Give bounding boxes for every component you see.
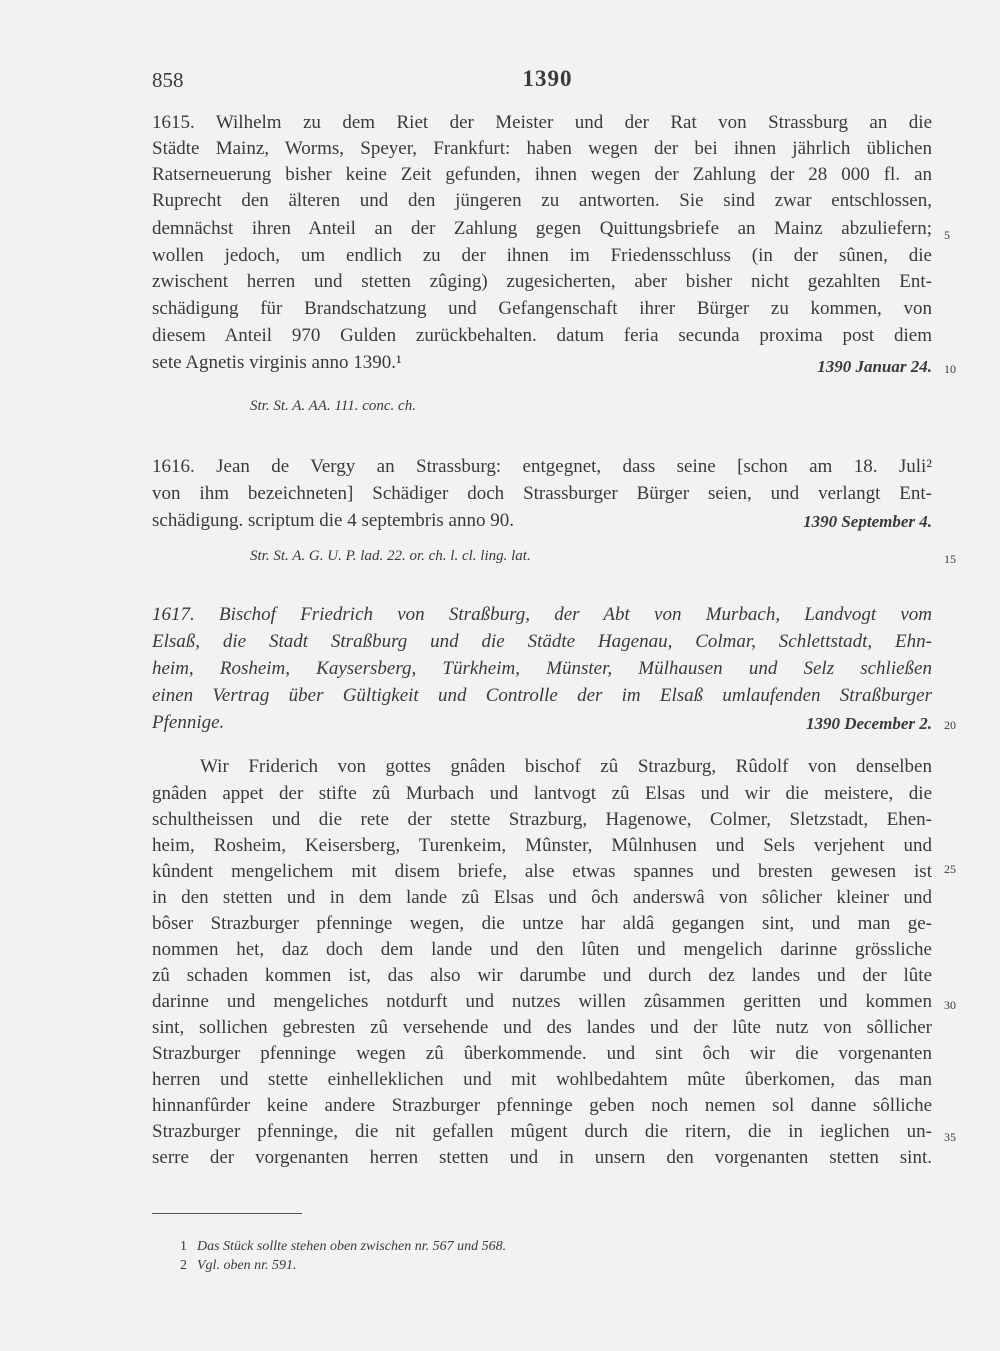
doc1617-body-line: heim, Rosheim, Keisersberg, Turenkeim, Mûnster, Mûlnhusen und Sels verjehent und [152,835,932,856]
margin-line-number: 35 [944,1130,956,1144]
doc1615-line: sete Agnetis virginis anno 1390.¹ [152,352,402,373]
footnote-rule [152,1213,302,1214]
footnote [180,1258,297,1274]
doc1617-body-line: hinnanfûrder keine andere Strazburger pfenninge geben noch nemen sol danne sôlliche [152,1095,932,1116]
doc1616-date: 1390 September 4. [803,512,932,531]
margin-line-number: 30 [944,998,956,1012]
doc1615-date: 1390 Januar 24. [817,357,932,376]
footnote [180,1239,506,1255]
margin-line-number: 15 [944,552,956,566]
doc1616-line: 1616. Jean de Vergy an Strassburg: entgegnet, dass seine [schon am 18. Juli² [152,456,932,477]
margin-line-number: 10 [944,362,956,376]
doc1617-body-line: bôser Strazburger pfenninge wegen, die untze har aldâ gegangen sint, und man ge- [152,913,932,934]
doc1617-body-line: Strazburger pfenninge, die nit gefallen mûgent durch die ritern, die in ieglichen un- [152,1121,932,1142]
doc1617-body-line: serre der vorgenanten herren stetten und in unsern den vorgenanten stetten sint. [152,1147,932,1168]
doc1617-body-line: schultheissen und die rete der stette Strazburg, Hagenowe, Colmer, Sletzstadt, Ehen- [152,809,932,830]
page-number: 858 [152,68,184,92]
doc1617-body-line: darinne und mengeliches notdurft und nutzes willen zûsammen geritten und kommen [152,991,932,1012]
doc1617-body-line: zû schaden kommen ist, das also wir darumbe und durch dez landes und der lûte [152,965,932,986]
doc1615-line: demnächst ihren Anteil an der Zahlung gegen Quittungsbriefe an Mainz abzuliefern; [152,218,932,239]
doc1617-body-line: herren und stette einhelleklichen und mit wohlbedahtem mûte ûberkomen, das man [152,1069,932,1090]
footnote-ref: 1 [180,1239,187,1254]
doc1617-body-line: nommen het, daz doch dem lande und den lûten und mengelich darinne grössliche [152,939,932,960]
doc1617-heading-line: Elsaß, die Stadt Straßburg und die Städte Hagenau, Colmar, Schlettstadt, Ehn- [152,631,932,652]
doc1617-body-line: in den stetten und in dem lande zû Elsas und ôch anderswâ von sôlicher kleiner und [152,887,932,908]
footnote-ref: 2 [180,1258,187,1273]
doc1617-body-line: sint, sollichen gebresten zû versehende und des landes und der lûte nutz von sôllicher [152,1017,932,1038]
doc1615-line: zwischent herren und stetten zûging) zugesicherten, aber bisher nicht gezahlten Ent- [152,271,932,292]
doc1615-source: Str. St. A. AA. 111. conc. ch. [250,398,416,414]
doc1615-line: Ratserneuerung bisher keine Zeit gefunden, ihnen wegen der Zahlung der 28 000 fl. an [152,164,932,185]
margin-line-number: 20 [944,718,956,732]
doc1617-body-line: gnâden appet der stifte zû Murbach und lantvogt zû Elsas und wir die meistere, die [152,783,932,804]
footnote-text: Vgl. oben nr. 591. [197,1258,297,1273]
doc1615-line: Ruprecht den älteren und den jüngeren zu antworten. Sie sind zwar entschlossen, [152,190,932,211]
doc1615-line: Städte Mainz, Worms, Speyer, Frankfurt: haben wegen der bei ihnen jährlich üblichen [152,138,932,159]
doc1617-body-line: kûndent mengelichem mit disem briefe, alse etwas spannes und bresten gewesen ist [152,861,932,882]
doc1616-line: schädigung. scriptum die 4 septembris anno 90. [152,510,514,531]
doc1615-line: schädigung für Brandschatzung und Gefangenschaft ihrer Bürger zu kommen, von [152,298,932,319]
doc1617-body-line: Wir Friderich von gottes gnâden bischof zû Strazburg, Rûdolf von denselben [200,756,932,777]
doc1617-body-line: Strazburger pfenninge wegen zû ûberkommende. und sint ôch wir die vorgenanten [152,1043,932,1064]
doc1615-line: wollen jedoch, um endlich zu der ihnen im Friedensschluss (in der sûnen, die [152,245,932,266]
doc1617-date: 1390 December 2. [805,714,932,733]
running-head-year: 1390 [522,66,573,91]
doc1617-heading-line: 1617. Bischof Friedrich von Straßburg, der Abt von Murbach, Landvogt vom [152,604,932,625]
footnote-text: Das Stück sollte stehen oben zwischen nr. 567 und 568. [197,1239,507,1254]
doc1617-heading-line: einen Vertrag über Gültigkeit und Controlle der im Elsaß umlaufenden Straßburger [152,685,932,706]
margin-line-number: 5 [944,228,950,242]
doc1615-line: diesem Anteil 970 Gulden zurückbehalten. datum feria secunda proxima post diem [152,325,932,346]
doc1616-line: von ihm bezeichneten] Schädiger doch Strassburger Bürger seien, und verlangt Ent- [152,483,932,504]
doc1616-source: Str. St. A. G. U. P. lad. 22. or. ch. l. cl. ling. lat. [250,548,531,564]
doc1615-line: 1615. Wilhelm zu dem Riet der Meister und der Rat von Strassburg an die [152,112,932,133]
doc1617-heading-line: Pfennige. [152,712,225,733]
margin-line-number: 25 [944,862,956,876]
doc1617-heading-line: heim, Rosheim, Kaysersberg, Türkheim, Münster, Mülhausen und Selz schließen [152,658,932,679]
